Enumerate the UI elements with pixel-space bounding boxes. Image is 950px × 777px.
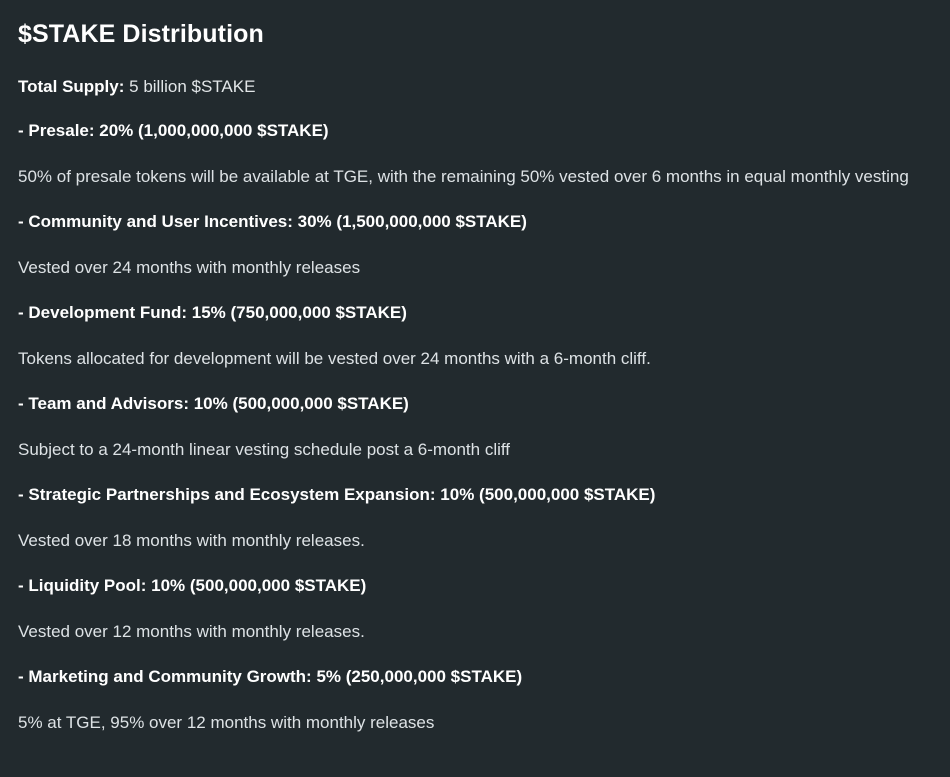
allocation-heading: - Presale: 20% (1,000,000,000 $STAKE): [18, 121, 329, 140]
allocation-heading: - Development Fund: 15% (750,000,000 $STAKE): [18, 303, 407, 322]
allocation-description: Vested over 12 months with monthly releases.: [18, 622, 365, 641]
allocation-description: Vested over 24 months with monthly releases: [18, 258, 361, 277]
allocation-description: 50% of presale tokens will be available at TGE, with the remaining 50% vested over 6 months in equal monthly vesting: [18, 167, 909, 186]
allocation-description: Subject to a 24-month linear vesting schedule post a 6-month cliff: [18, 440, 511, 459]
total-supply: [18, 77, 255, 97]
allocation-description: Tokens allocated for development will be vested over 24 months with a 6-month cliff.: [18, 349, 651, 368]
total-supply-value: 5 billion $STAKE: [129, 77, 256, 96]
allocation-heading: - Community and User Incentives: 30% (1,500,000,000 $STAKE): [18, 212, 527, 231]
allocation-heading: - Marketing and Community Growth: 5% (250,000,000 $STAKE): [18, 667, 523, 686]
allocation-heading: - Liquidity Pool: 10% (500,000,000 $STAKE): [18, 576, 367, 595]
allocation-description: Vested over 18 months with monthly releases.: [18, 531, 365, 550]
allocation-item-presale: [18, 119, 932, 190]
allocation-heading: - Team and Advisors: 10% (500,000,000 $STAKE): [18, 394, 409, 413]
allocation-item-team-advisors: [18, 392, 932, 463]
allocation-item-strategic-partnerships: [18, 483, 932, 554]
page-title: $STAKE Distribution: [18, 20, 264, 48]
allocation-item-liquidity-pool: [18, 574, 932, 645]
allocation-heading: - Strategic Partnerships and Ecosystem Expansion: 10% (500,000,000 $STAKE): [18, 485, 656, 504]
total-supply-label: Total Supply:: [18, 77, 125, 96]
allocation-item-development-fund: [18, 301, 932, 372]
allocation-description: 5% at TGE, 95% over 12 months with monthly releases: [18, 713, 435, 732]
allocation-list: [18, 119, 932, 756]
allocation-item-marketing-growth: [18, 665, 932, 736]
allocation-item-community-incentives: [18, 210, 932, 281]
